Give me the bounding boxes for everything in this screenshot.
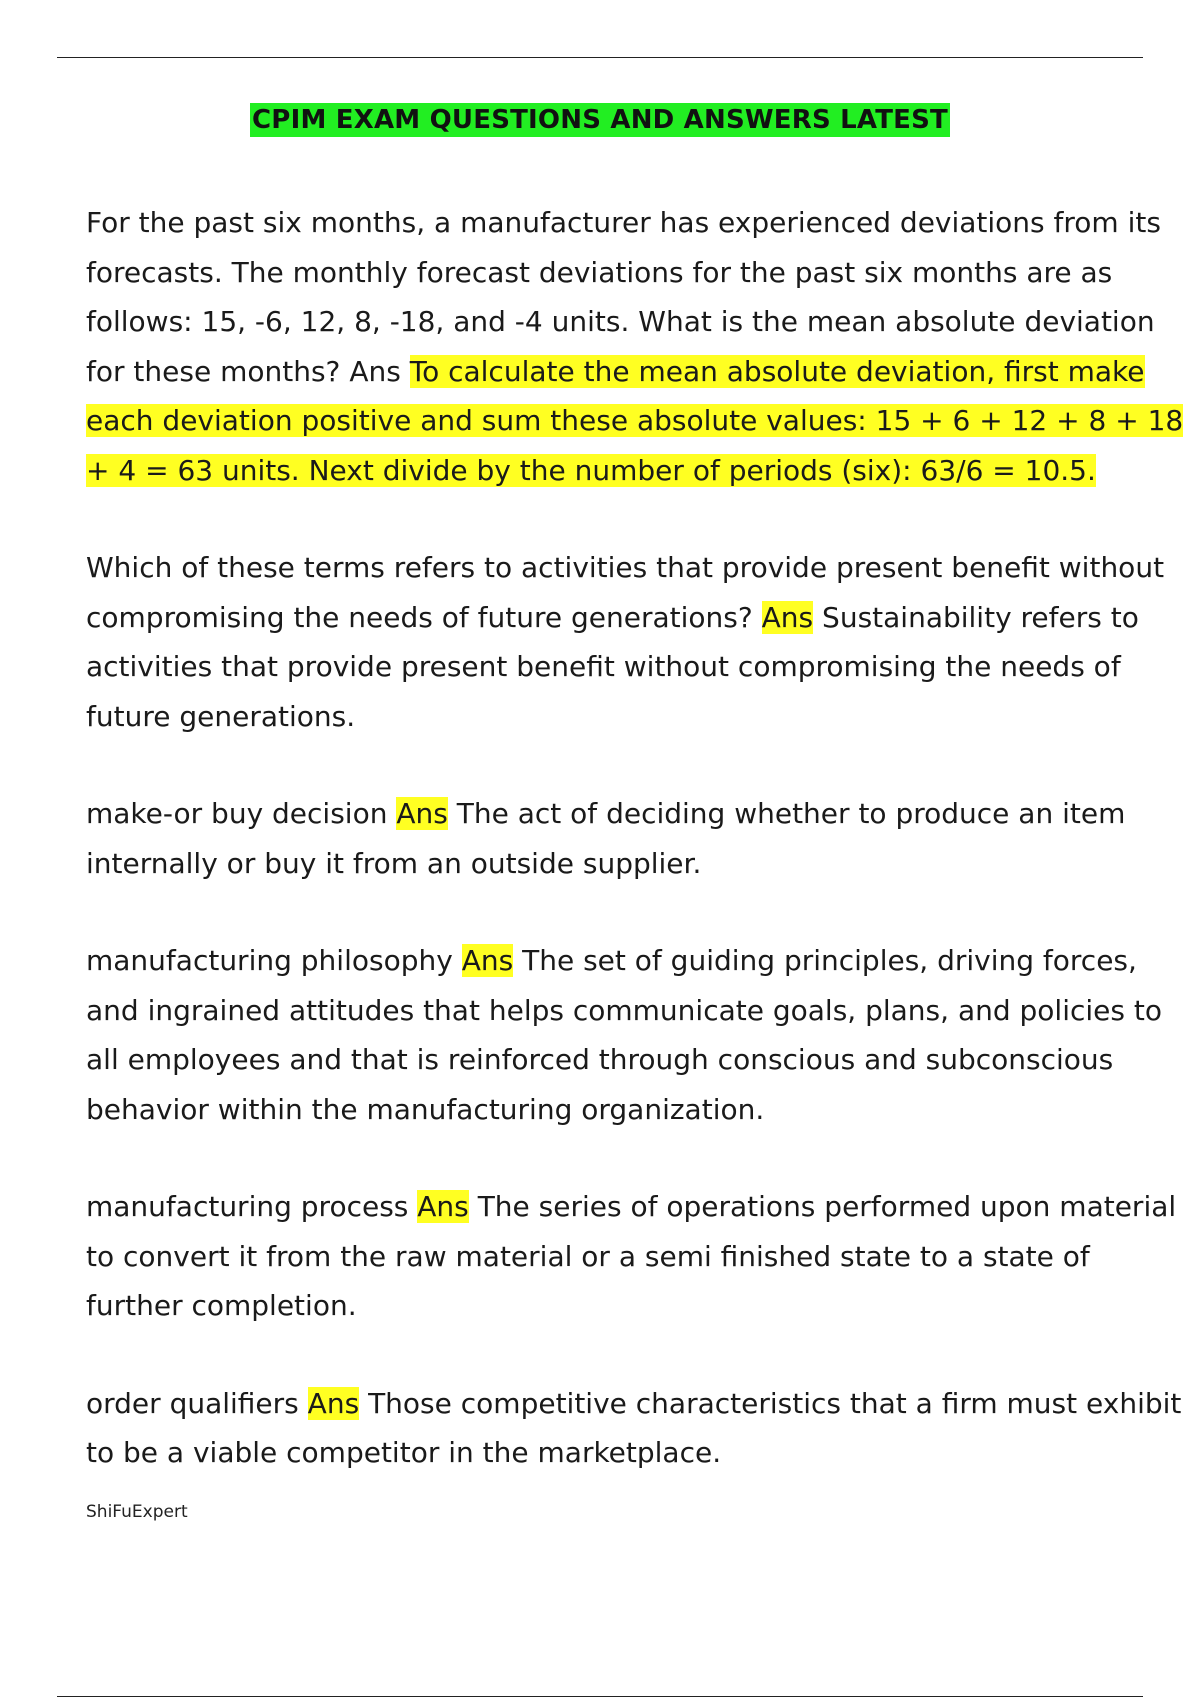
question-text: manufacturing philosophy bbox=[86, 944, 453, 977]
qa-item-1 bbox=[86, 198, 1188, 495]
ans-label-highlighted: Ans bbox=[417, 1190, 469, 1223]
qa-item-5 bbox=[86, 1182, 1188, 1331]
ans-label-highlighted: Ans bbox=[461, 944, 514, 977]
footer-watermark: ShiFuExpert bbox=[86, 1502, 188, 1522]
top-divider bbox=[57, 57, 1143, 58]
qa-item-2 bbox=[86, 543, 1188, 741]
question-text: Which of these terms refers to activities that provide present benefit without compromising the needs of future generations? bbox=[86, 551, 1165, 634]
question-text: For the past six months, a manufacturer has experienced deviations from its forecasts. The monthly forecast deviations for the past six months are as follows: 15, -6, 12, 8, -18, and -4 units. What is the mean absolute deviation for these months? bbox=[86, 206, 1161, 388]
answer-text: Sustainability refers to activities that provide present benefit without compromising the needs of future generations. bbox=[86, 600, 1139, 733]
answer-text-highlighted: To calculate the mean absolute deviation, first make each deviation positive and sum these absolute values: 15 + 6 + 12 + 8 + 18 + 4 = 63 units. Next divide by the number of periods (six): 63/6 = 10.5. bbox=[86, 354, 1184, 487]
qa-item-3 bbox=[86, 789, 1188, 888]
qa-item-6 bbox=[86, 1379, 1188, 1478]
qa-item-4 bbox=[86, 936, 1188, 1134]
page-title: CPIM EXAM QUESTIONS AND ANSWERS LATEST bbox=[252, 105, 948, 135]
question-text: order qualifiers bbox=[86, 1386, 299, 1420]
answer-text: The set of guiding principles, driving forces, and ingrained attitudes that helps communicate goals, plans, and policies to all employees and that is reinforced through conscious and subconscious behavior within the manufacturing organization. bbox=[86, 944, 1162, 1126]
qa-list bbox=[86, 198, 1188, 1526]
question-text: manufacturing process bbox=[86, 1190, 409, 1223]
answer-text: The series of operations performed upon material to convert it from the raw material or a semi finished state to a state of further completion. bbox=[86, 1190, 1177, 1322]
ans-label: Ans bbox=[349, 354, 401, 388]
bottom-divider bbox=[57, 1696, 1143, 1697]
answer-text: The act of deciding whether to produce an item internally or buy it from an outside supplier. bbox=[86, 797, 1126, 880]
ans-label-highlighted: Ans bbox=[396, 797, 448, 830]
question-text: make-or buy decision bbox=[86, 797, 388, 830]
page-header bbox=[0, 103, 1200, 137]
ans-label-highlighted: Ans bbox=[761, 600, 814, 634]
ans-label-highlighted: Ans bbox=[307, 1386, 360, 1420]
answer-text: Those competitive characteristics that a firm must exhibit to be a viable competitor in the marketplace. bbox=[86, 1386, 1182, 1469]
